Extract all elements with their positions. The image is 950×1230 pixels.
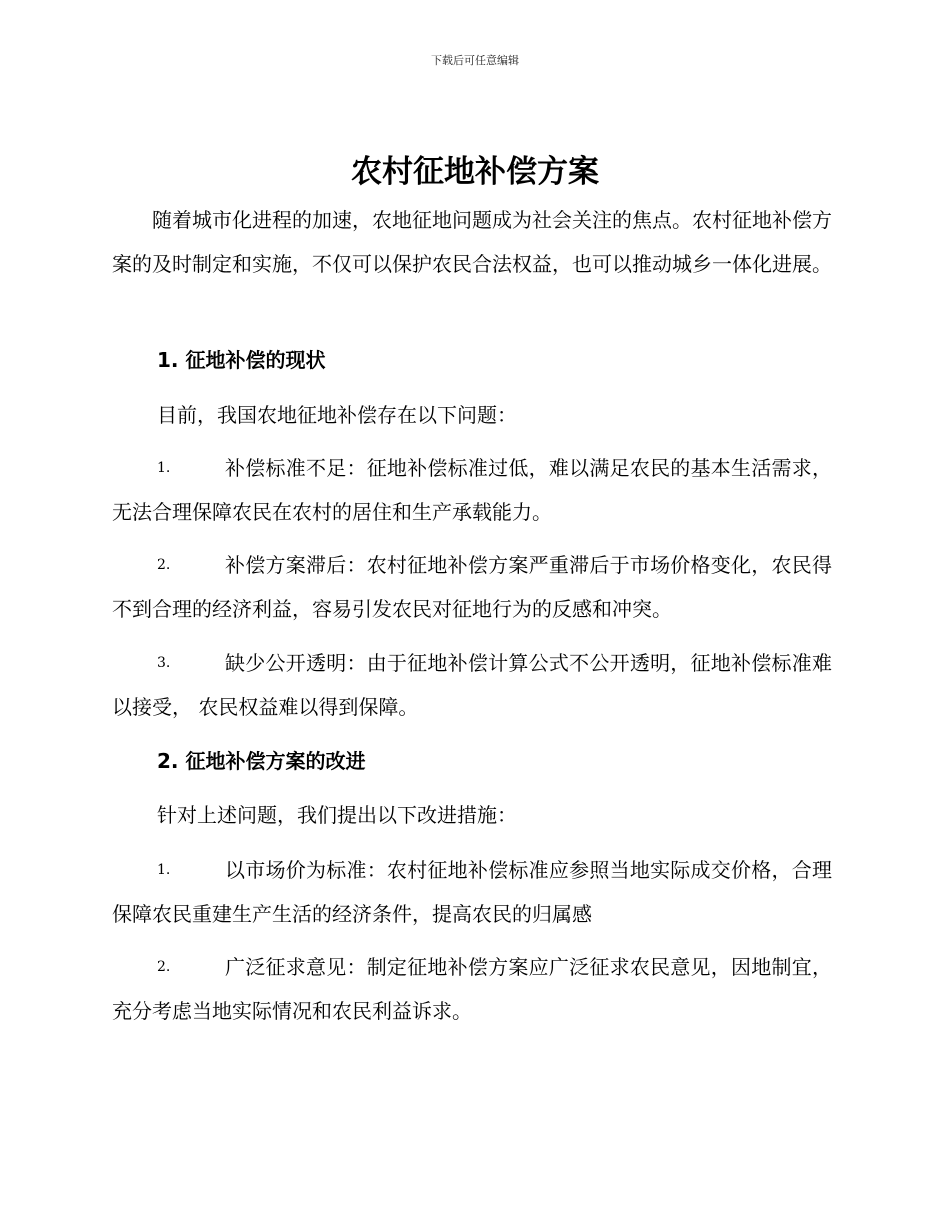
list-number: 1. [157,862,171,878]
section-1-item-2 [112,543,832,631]
list-number: 1. [157,460,171,476]
section-2-item-2 [112,945,832,1033]
list-number: 2. [157,959,171,975]
list-item-text: 补偿方案滞后：农村征地补偿方案严重滞后于市场价格变化，农民得不到合理的经济利益，容易引发农民对征地行为的反感和冲突。 [112,553,832,621]
list-number: 2. [157,557,171,573]
list-item-text: 以市场价为标准：农村征地补偿标准应参照当地实际成交价格，合理保障农民重建生产生活的经济条件，提高农民的归属感 [112,858,832,926]
section-2-item-1 [112,848,832,936]
section-1-heading: 1. 征地补偿的现状 [157,348,326,372]
page-header-note: 下载后可任意编辑 [431,54,519,67]
list-item-text: 广泛征求意见：制定征地补偿方案应广泛征求农民意见，因地制宜，充分考虑当地实际情况和农民利益诉求。 [112,955,832,1023]
intro-paragraph: 随着城市化进程的加速，农地征地问题成为社会关注的焦点。农村征地补偿方案的及时制定和实施，不仅可以保护农民合法权益，也可以推动城乡一体化进展。 [112,208,832,276]
section-1-item-3 [112,641,832,729]
section-2-lead: 针对上述问题，我们提出以下改进措施： [157,803,517,827]
section-1-lead: 目前，我国农地征地补偿存在以下问题： [157,403,517,427]
section-1-item-1 [112,446,832,534]
section-2-heading: 2. 征地补偿方案的改进 [157,749,366,773]
intro-paragraph-block [112,198,832,286]
list-number: 3. [157,655,171,671]
list-item-text: 缺少公开透明：由于征地补偿计算公式不公开透明，征地补偿标准难以接受， 农民权益难以得到保障。 [112,651,832,719]
list-item-text: 补偿标准不足：征地补偿标准过低，难以满足农民的基本生活需求，无法合理保障农民在农村的居住和生产承载能力。 [112,456,832,524]
document-title: 农村征地补偿方案 [351,154,599,190]
